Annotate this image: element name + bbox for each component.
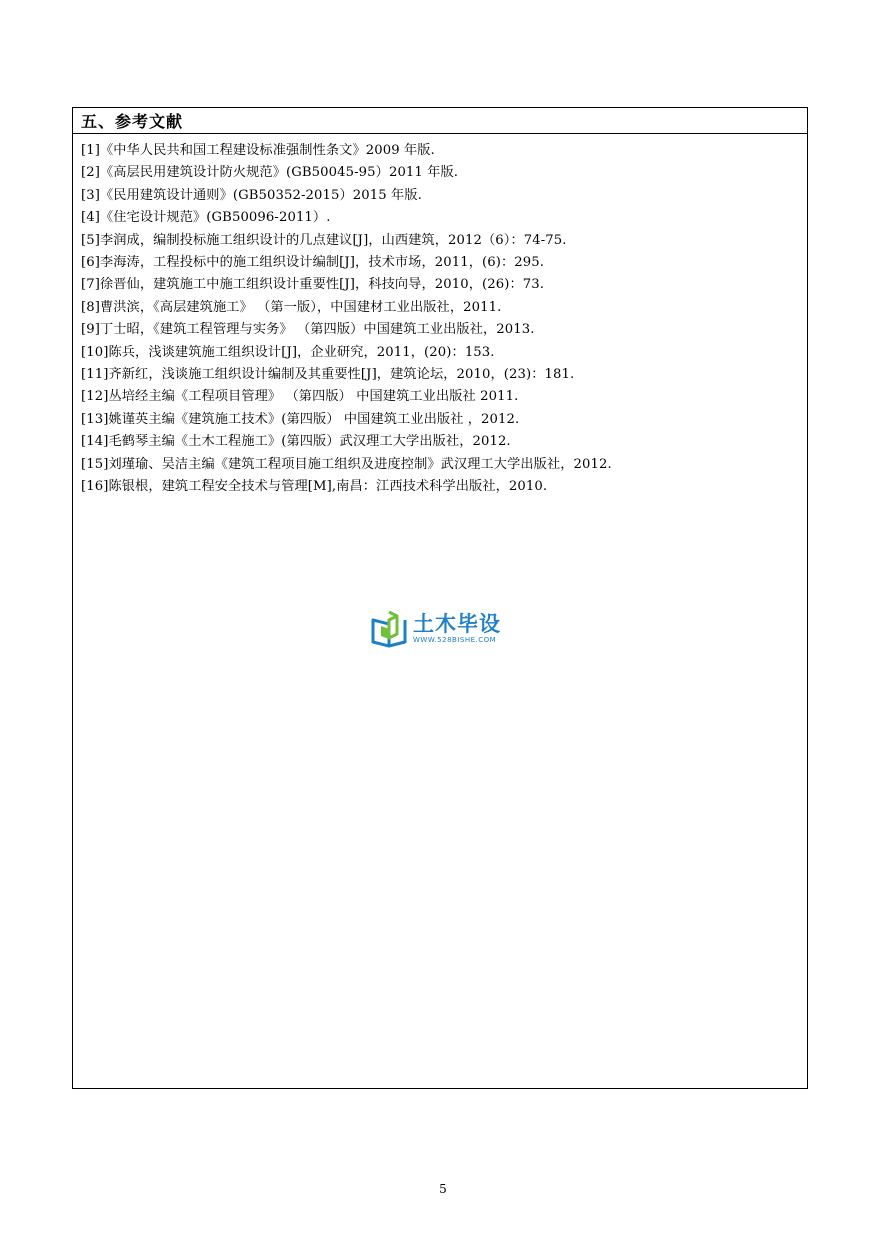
reference-item: [15]刘瑾瑜、吴洁主编《建筑工程项目施工组织及进度控制》武汉理工大学出版社，2012. bbox=[81, 456, 612, 472]
reference-list bbox=[73, 134, 807, 499]
reference-item: [3]《民用建筑设计通则》(GB50352-2015）2015 年版. bbox=[81, 187, 422, 203]
reference-item: [11]齐新红，浅谈施工组织设计编制及其重要性[J]，建筑论坛，2010，(23)：181. bbox=[81, 367, 575, 383]
watermark-url: WWW.528BISHE.COM bbox=[413, 635, 497, 644]
reference-item: [16]陈银根，建筑工程安全技术与管理[M],南昌：江西技术科学出版社，2010. bbox=[81, 479, 548, 495]
reference-item: [2]《高层民用建筑设计防火规范》(GB50045-95）2011 年版. bbox=[81, 165, 459, 181]
reference-item: [7]徐晋仙，建筑施工中施工组织设计重要性[J]，科技向导，2010，(26)：73. bbox=[81, 277, 545, 293]
watermark-logo bbox=[369, 604, 529, 652]
reference-item: [14]毛鹤琴主编《土木工程施工》(第四版）武汉理工大学出版社，2012. bbox=[81, 434, 511, 450]
page-number: 5 bbox=[439, 1182, 447, 1196]
reference-item: [8]曹洪滨，《高层建筑施工》 （第一版），中国建材工业出版社，2011. bbox=[81, 299, 502, 315]
reference-item: [12]丛培经主编《工程项目管理》 （第四版） 中国建筑工业出版社 2011. bbox=[81, 389, 519, 405]
reference-item: [9]丁士昭，《建筑工程管理与实务》 （第四版）中国建筑工业出版社，2013. bbox=[81, 322, 535, 338]
reference-item: [5]李润成，编制投标施工组织设计的几点建议[J]，山西建筑，2012（6）：74-75. bbox=[81, 232, 567, 248]
reference-item: [13]姚谨英主编《建筑施工技术》(第四版） 中国建筑工业出版社 ，2012. bbox=[81, 411, 520, 427]
section-title: 五、参考文献 bbox=[81, 112, 184, 131]
book-logo-icon bbox=[369, 608, 409, 648]
watermark-text: 土木毕设 bbox=[413, 611, 501, 636]
watermark-text-group bbox=[413, 612, 501, 645]
section-header-row bbox=[73, 108, 807, 134]
reference-item: [1]《中华人民共和国工程建设标准强制性条文》2009 年版. bbox=[81, 143, 435, 158]
reference-item: [4]《住宅设计规范》(GB50096-2011）. bbox=[81, 210, 331, 226]
references-table bbox=[72, 107, 808, 1089]
reference-item: [10]陈兵，浅谈建筑施工组织设计[J]，企业研究，2011，(20)：153. bbox=[81, 344, 495, 360]
reference-item: [6]李海涛，工程投标中的施工组织设计编制[J]，技术市场，2011，(6)：295. bbox=[81, 255, 545, 271]
